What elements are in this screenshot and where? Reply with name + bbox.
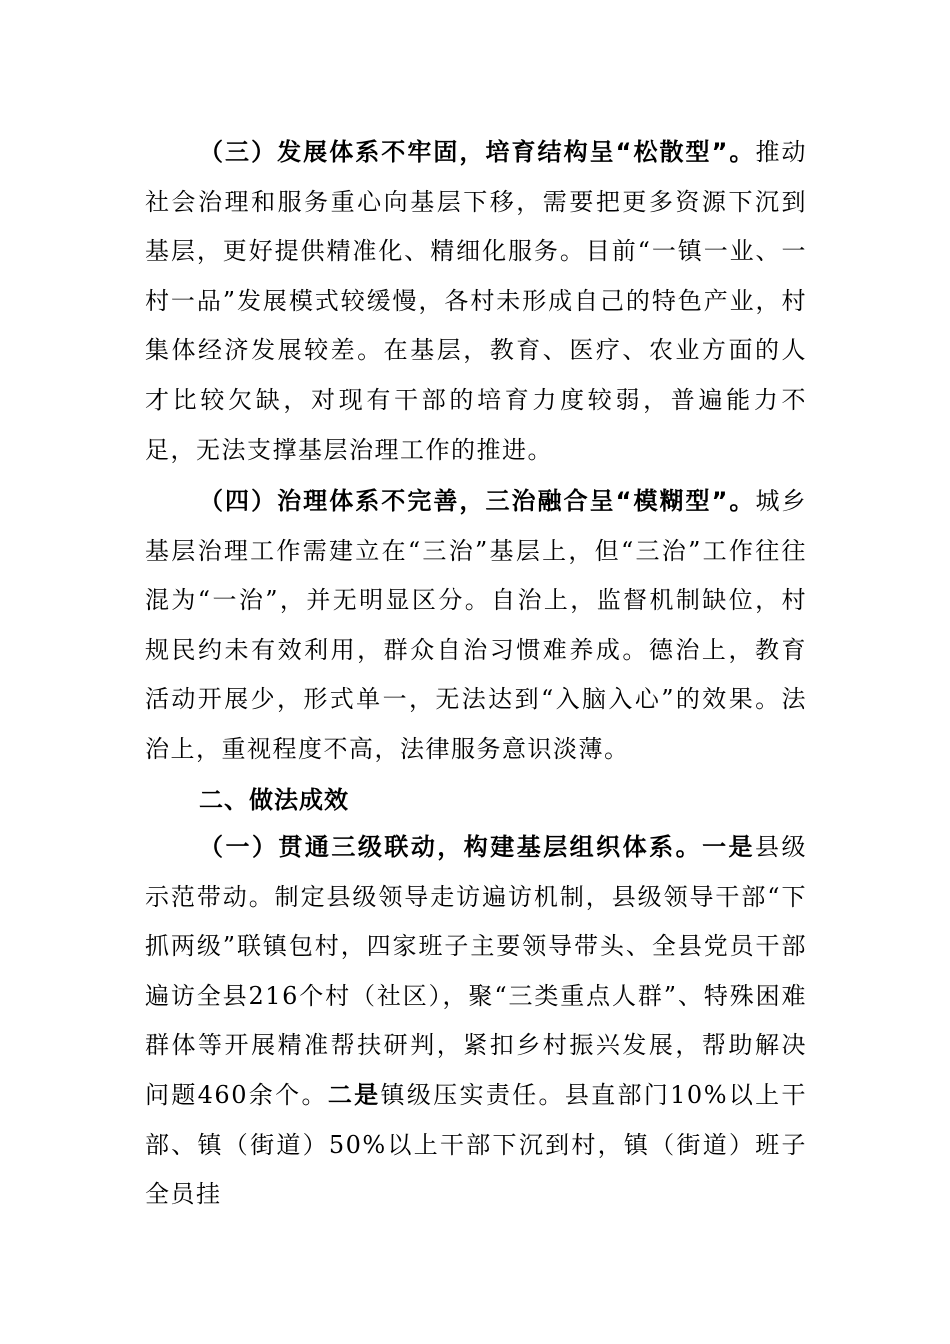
keyword-second: 二是: [327, 1080, 381, 1109]
paragraph-lead-heading: （三）发展体系不牢固，培育结构呈“松散型”。: [199, 138, 756, 166]
paragraph-body-text: 推动社会治理和服务重心向基层下移，需要把更多资源下沉到基层，更好提供精准化、精细化服务。目前“一镇一业、一村一品”发展模式较缓慢，各村未形成自己的特色产业，村集体经济发展较差。在基层，教育、医疗、农业方面的人才比较欠缺，对现有干部的培育力度较弱，普遍能力不足，无法支撑基层治理工作的推进。: [145, 138, 808, 464]
paragraph-development-system: [145, 128, 807, 475]
paragraph-three-level-linkage: [145, 823, 807, 1220]
section-heading: 二、做法成效: [199, 786, 349, 814]
paragraph-body-text: 镇级压实责任。县直部门10%以上干部、镇（街道）50%以上干部下沉到村，镇（街道）班子全员挂: [145, 1080, 808, 1209]
paragraph-body-text: 城乡基层治理工作需建立在“三治”基层上，但“三治”工作往往混为“一治”，并无明显区分。自治上，监督机制缺位，村规民约未有效利用，群众自治习惯难养成。德治上，教育活动开展少，形式单一，无法达到“入脑入心”的效果。法治上，重视程度不高，法律服务意识淡薄。: [145, 487, 808, 763]
paragraph-lead-heading: （四）治理体系不完善，三治融合呈“模糊型”。: [199, 487, 756, 515]
keyword-first: 一是: [702, 833, 756, 861]
paragraph-body-text: 县级示范带动。制定县级领导走访遍访机制，县级领导干部“下抓两级”联镇包村，四家班子主要领导带头、全县党员干部遍访全县216个村（社区），聚“三类重点人群”、特殊困难群体等开展精准帮扶研判，紧扣乡村振兴发展，帮助解决问题460余个。: [145, 833, 808, 1109]
paragraph-lead-heading: （一）贯通三级联动，构建基层组织体系。: [199, 833, 703, 861]
paragraph-governance-system: [145, 477, 807, 775]
